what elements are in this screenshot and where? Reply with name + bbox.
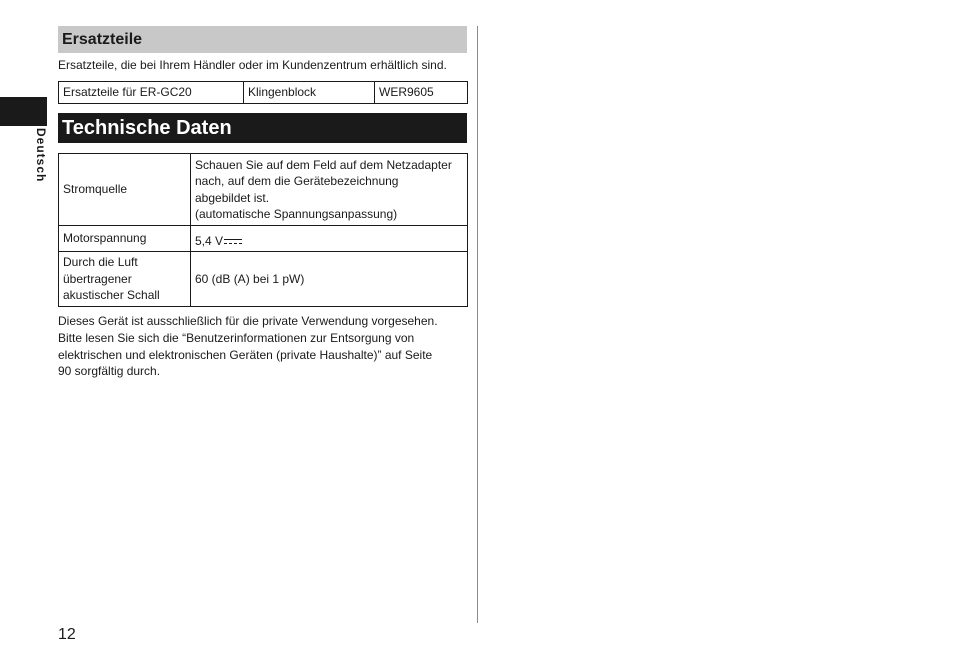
spec-value-schall: 60 (dB (A) bei 1 pW): [191, 252, 468, 307]
spare-part-name: Klingenblock: [244, 82, 375, 104]
spec-value-line: abgebildet ist.: [195, 190, 270, 205]
spec-value-line: (automatische Spannungsanpassung): [195, 207, 398, 221]
spec-value-stromquelle: [191, 154, 468, 226]
spec-label-line: akustischer Schall: [63, 288, 160, 303]
spare-part-number: WER9605: [375, 82, 468, 104]
table-row: [59, 154, 468, 226]
table-row: [59, 252, 468, 307]
spec-label-motorspannung: Motorspannung: [59, 226, 191, 252]
spec-label-line: übertragener: [63, 271, 132, 286]
spare-parts-table: [58, 81, 468, 104]
note-line: Dieses Gerät ist ausschließlich für die private Verwendung vorgesehen.: [58, 314, 438, 328]
page-number: 12: [58, 626, 76, 643]
table-row: [59, 82, 468, 104]
note-line: Bitte lesen Sie sich die “Benutzerinformationen zur Entsorgung von: [58, 330, 415, 345]
spec-label-stromquelle: Stromquelle: [59, 154, 191, 226]
usage-notes: [58, 313, 478, 380]
spec-label-line: Durch die Luft: [63, 255, 138, 270]
table-row: [59, 226, 468, 252]
spec-value-text: 5,4 V: [195, 233, 224, 248]
technische-daten-heading: Technische Daten: [58, 113, 467, 143]
spec-label-schall: [59, 252, 191, 307]
language-tab-marker: [0, 97, 47, 126]
spec-value-line: nach, auf dem die Gerätebezeichnung: [195, 174, 399, 188]
spare-part-model: Ersatzteile für ER-GC20: [59, 82, 244, 104]
ersatzteile-heading: Ersatzteile: [58, 26, 467, 53]
note-line: elektrischen und elektronischen Geräten (private Haushalte)” auf Seite: [58, 347, 433, 362]
note-line: 90 sorgfältig durch.: [58, 364, 161, 379]
spec-value-motorspannung: [191, 226, 468, 252]
specifications-table: [58, 153, 468, 307]
dc-symbol-icon: [224, 237, 242, 246]
language-label: Deutsch: [34, 128, 48, 183]
ersatzteile-intro: Ersatzteile, die bei Ihrem Händler oder im Kundenzentrum erhältlich sind.: [58, 58, 447, 72]
spec-value-line: Schauen Sie auf dem Feld auf dem Netzadapter: [195, 157, 452, 172]
